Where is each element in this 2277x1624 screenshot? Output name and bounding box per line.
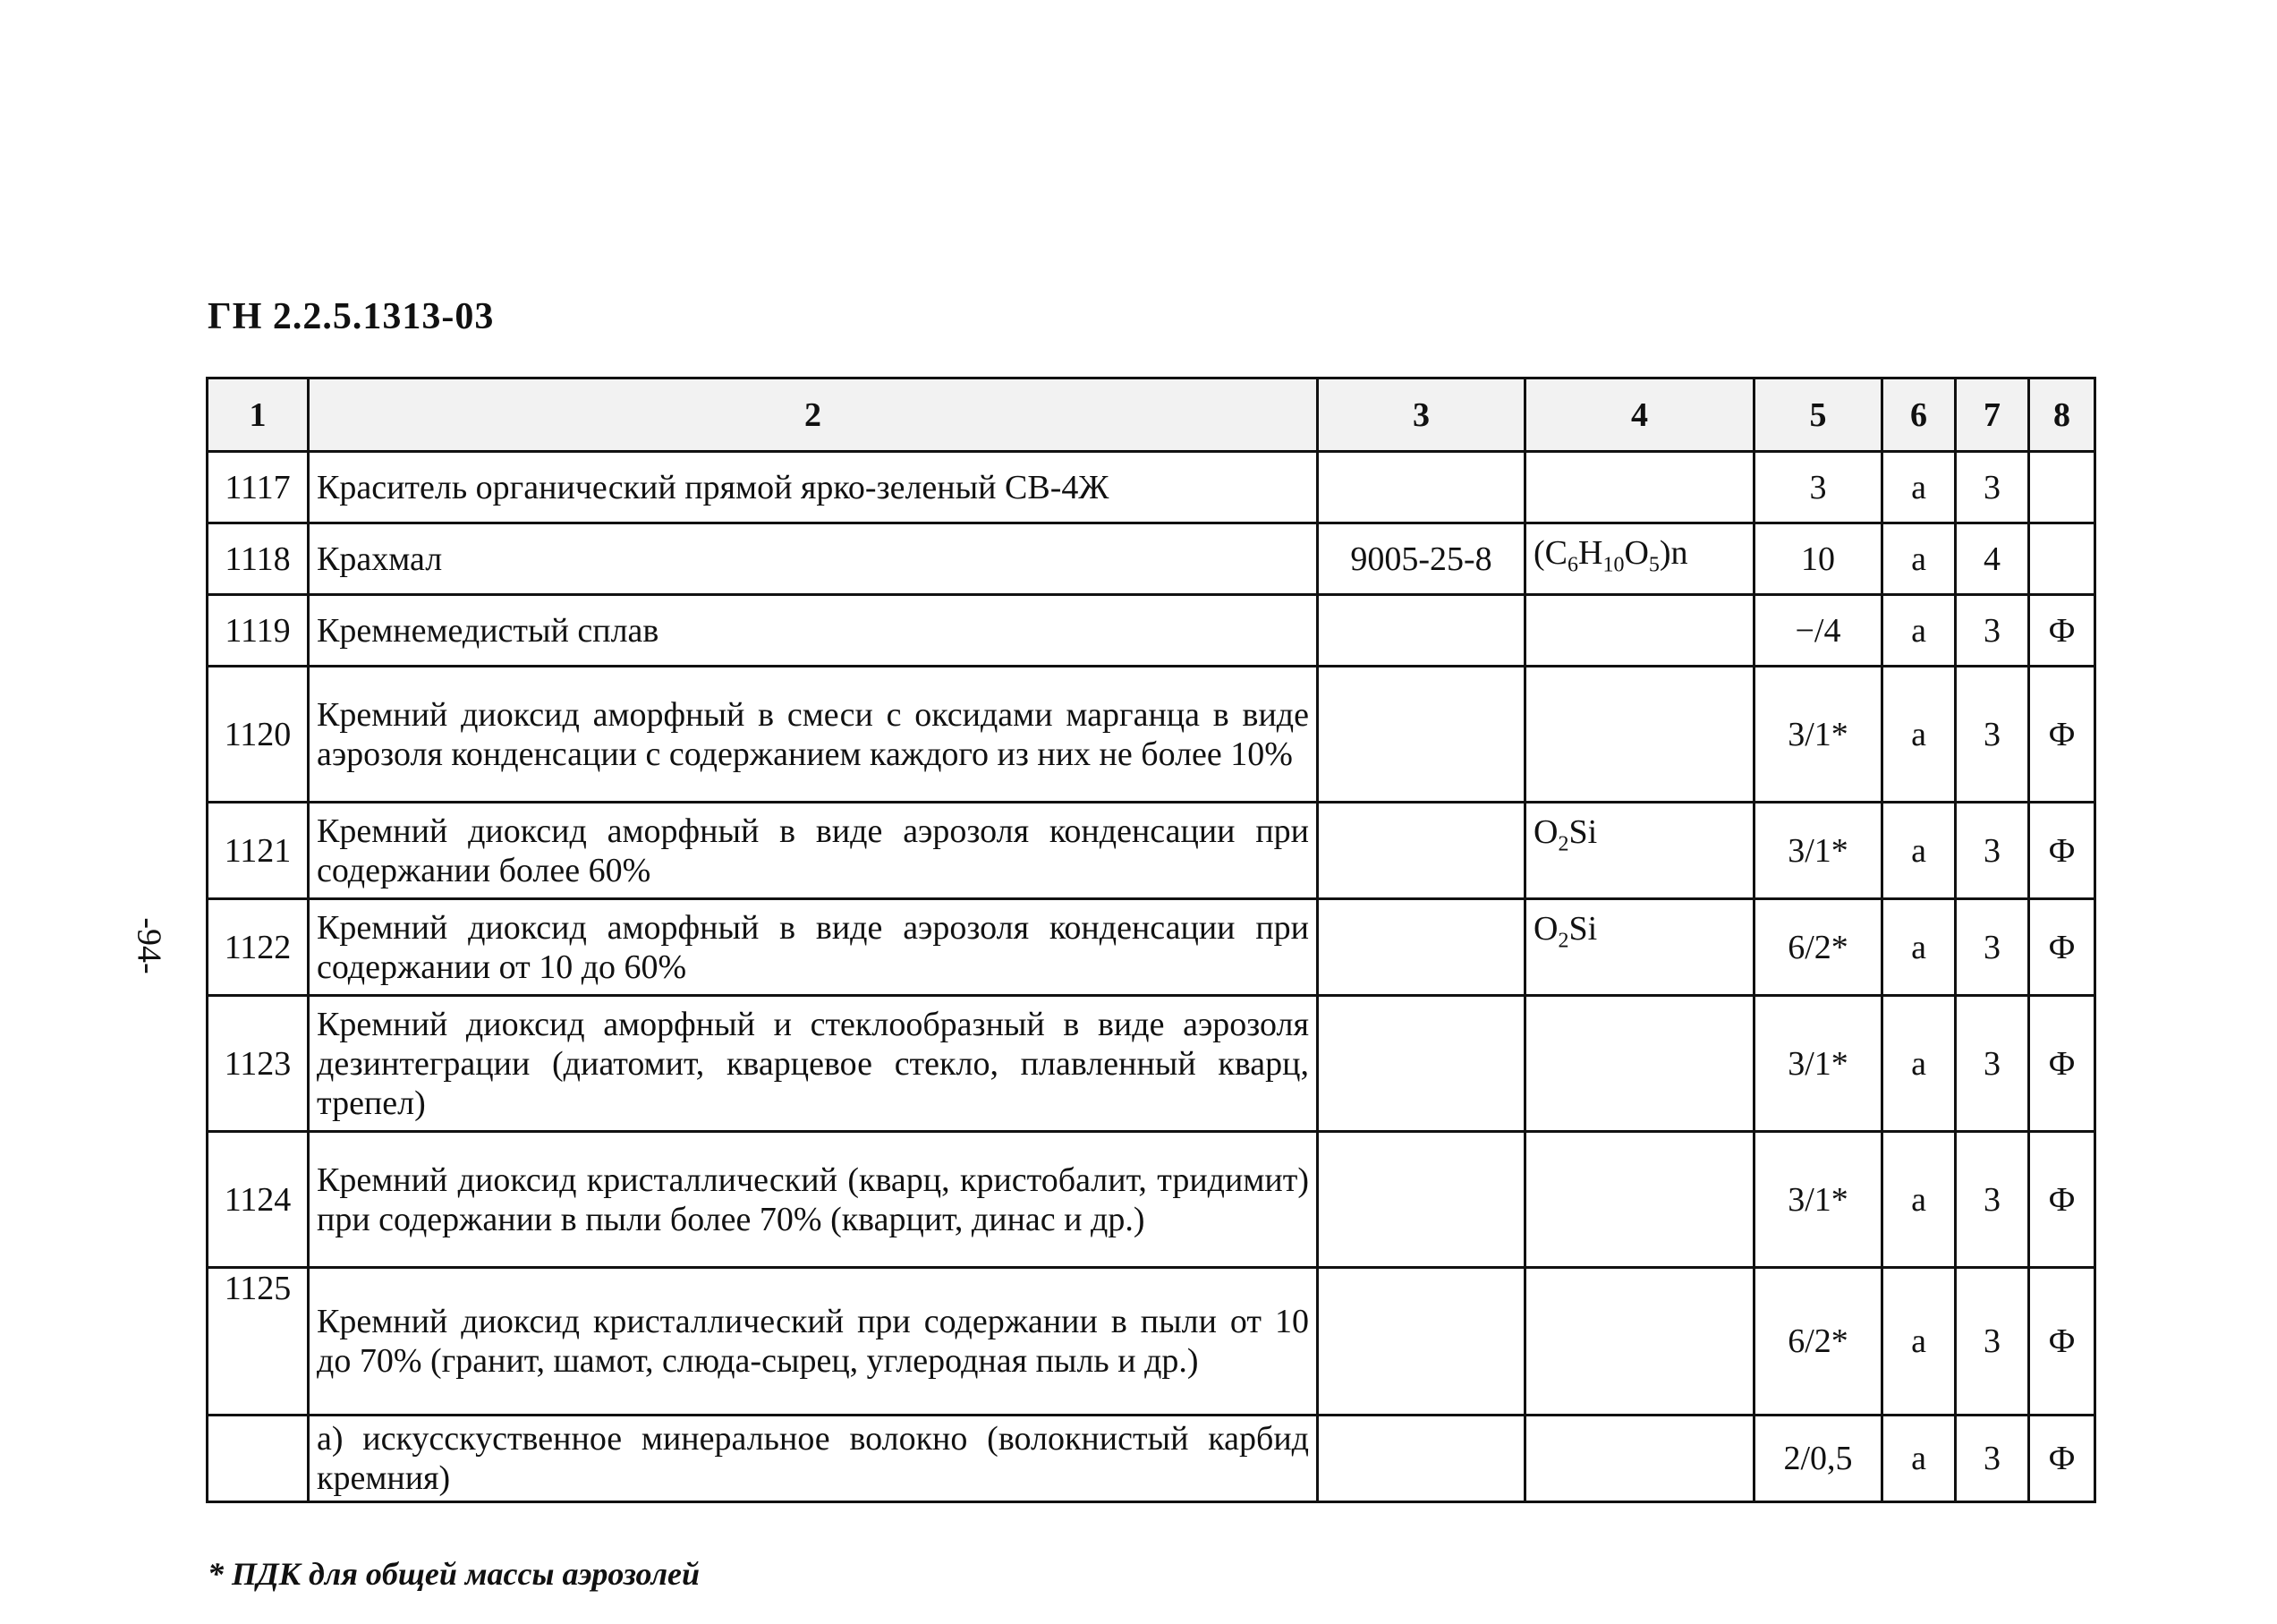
table-row [208, 595, 2095, 667]
cell-n: 1121 [208, 803, 309, 899]
cell-name: Кремний диоксид кристаллический (кварц, кристобалит, тридимит) при содержании в пыли более 70% (кварцит, динас и др.) [309, 1132, 1318, 1268]
cell-feat: Ф [2029, 1416, 2095, 1502]
column-header-8: 8 [2029, 378, 2095, 452]
cell-class: 3 [1956, 996, 2029, 1132]
cell-class: 3 [1956, 595, 2029, 667]
cell-class: 3 [1956, 899, 2029, 996]
cell-class: 3 [1956, 1132, 2029, 1268]
table-row [208, 899, 2095, 996]
column-header-3: 3 [1318, 378, 1525, 452]
cell-formula [1525, 595, 1754, 667]
cell-pdk: 10 [1754, 523, 1882, 595]
table-row [208, 1416, 2095, 1502]
cell-n: 1119 [208, 595, 309, 667]
cell-state: а [1882, 667, 1956, 803]
column-header-7: 7 [1956, 378, 2029, 452]
cell-name: Кремний диоксид аморфный в виде аэрозоля конденсации при содержании более 60% [309, 803, 1318, 899]
column-header-1: 1 [208, 378, 309, 452]
cell-n: 1122 [208, 899, 309, 996]
cell-class: 3 [1956, 667, 2029, 803]
cell-class: 4 [1956, 523, 2029, 595]
cell-formula: $O_2Si$ [1525, 803, 1754, 899]
cell-pdk: 3/1* [1754, 996, 1882, 1132]
cell-cas [1318, 899, 1525, 996]
cell-cas [1318, 452, 1525, 523]
cell-state: а [1882, 452, 1956, 523]
column-header-4: 4 [1525, 378, 1754, 452]
cell-name: Краситель органический прямой ярко-зеленый СВ-4Ж [309, 452, 1318, 523]
cell-formula [1525, 452, 1754, 523]
table-row [208, 667, 2095, 803]
cell-formula [1525, 1268, 1754, 1416]
cell-state: а [1882, 595, 1956, 667]
table-row [208, 1132, 2095, 1268]
cell-pdk: 3/1* [1754, 667, 1882, 803]
table-row [208, 452, 2095, 523]
cell-feat [2029, 452, 2095, 523]
cell-class: 3 [1956, 803, 2029, 899]
column-header-5: 5 [1754, 378, 1882, 452]
cell-feat [2029, 523, 2095, 595]
document-header: ГН 2.2.5.1313-03 [208, 296, 495, 337]
column-header-6: 6 [1882, 378, 1956, 452]
cell-n [208, 1416, 309, 1502]
page-number: -94- [130, 917, 168, 974]
cell-cas [1318, 803, 1525, 899]
cell-state: а [1882, 899, 1956, 996]
cell-cas [1318, 595, 1525, 667]
cell-feat: Ф [2029, 1132, 2095, 1268]
substances-table [206, 377, 2096, 1503]
cell-pdk: 3/1* [1754, 1132, 1882, 1268]
cell-state: а [1882, 996, 1956, 1132]
cell-formula [1525, 1416, 1754, 1502]
table-row [208, 523, 2095, 595]
cell-formula [1525, 996, 1754, 1132]
cell-feat: Ф [2029, 1268, 2095, 1416]
cell-formula: $(C_6H_{10}O_5)n$ [1525, 523, 1754, 595]
cell-state: а [1882, 803, 1956, 899]
footnote: * ПДК для общей массы аэрозолей [208, 1556, 701, 1592]
cell-formula [1525, 1132, 1754, 1268]
cell-feat: Ф [2029, 595, 2095, 667]
cell-feat: Ф [2029, 803, 2095, 899]
cell-feat: Ф [2029, 667, 2095, 803]
cell-name: а) искусскуственное минеральное волокно (волокнистый карбид кремния) [309, 1416, 1318, 1502]
cell-pdk: 3 [1754, 452, 1882, 523]
cell-cas [1318, 996, 1525, 1132]
cell-name: Крахмал [309, 523, 1318, 595]
cell-name: Кремний диоксид кристаллический при содержании в пыли от 10 до 70% (гранит, шамот, слюда-сырец, углеродная пыль и др.) [309, 1268, 1318, 1416]
cell-pdk: 2/0,5 [1754, 1416, 1882, 1502]
cell-name: Кремний диоксид аморфный в смеси с оксидами марганца в виде аэрозоля конденсации с содержанием каждого из них не более 10% [309, 667, 1318, 803]
table-row [208, 803, 2095, 899]
cell-n: 1123 [208, 996, 309, 1132]
cell-cas: 9005-25-8 [1318, 523, 1525, 595]
cell-class: 3 [1956, 1416, 2029, 1502]
table-row [208, 996, 2095, 1132]
cell-cas [1318, 667, 1525, 803]
cell-n: 1120 [208, 667, 309, 803]
cell-name: Кремний диоксид аморфный в виде аэрозоля конденсации при содержании от 10 до 60% [309, 899, 1318, 996]
cell-feat: Ф [2029, 996, 2095, 1132]
cell-pdk: 6/2* [1754, 899, 1882, 996]
cell-cas [1318, 1132, 1525, 1268]
cell-state: а [1882, 1132, 1956, 1268]
column-header-2: 2 [309, 378, 1318, 452]
cell-pdk: 3/1* [1754, 803, 1882, 899]
cell-pdk: −/4 [1754, 595, 1882, 667]
cell-feat: Ф [2029, 899, 2095, 996]
cell-state: а [1882, 1268, 1956, 1416]
cell-class: 3 [1956, 452, 2029, 523]
cell-state: а [1882, 523, 1956, 595]
cell-n: 1117 [208, 452, 309, 523]
cell-formula: $O_2Si$ [1525, 899, 1754, 996]
cell-n: 1124 [208, 1132, 309, 1268]
cell-class: 3 [1956, 1268, 2029, 1416]
cell-pdk: 6/2* [1754, 1268, 1882, 1416]
cell-formula [1525, 667, 1754, 803]
cell-state: а [1882, 1416, 1956, 1502]
cell-cas [1318, 1416, 1525, 1502]
cell-name: Кремнемедистый сплав [309, 595, 1318, 667]
cell-n: 1118 [208, 523, 309, 595]
cell-name: Кремний диоксид аморфный и стеклообразный в виде аэрозоля дезинтеграции (диатомит, кварцевое стекло, плавленный кварц, трепел) [309, 996, 1318, 1132]
cell-cas [1318, 1268, 1525, 1416]
cell-n: 1125 [208, 1268, 309, 1416]
table-row [208, 1268, 2095, 1416]
table-header-row [208, 378, 2095, 452]
